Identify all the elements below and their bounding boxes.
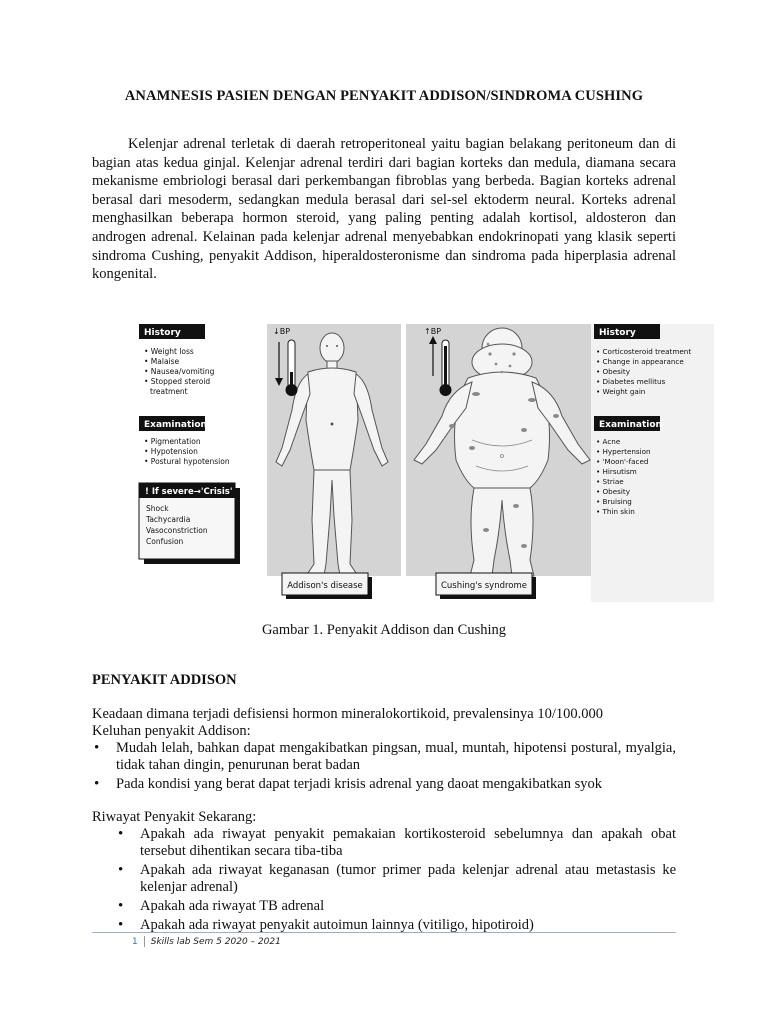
page-number: 1 [132, 937, 138, 947]
footer-rule [92, 932, 676, 933]
right-history-heading: History [599, 328, 636, 338]
cushing-label: Cushing's syndrome [440, 581, 528, 591]
right-exam-heading: Examination [599, 420, 662, 430]
right-history-item: • Weight gain [596, 387, 646, 396]
page-footer [132, 936, 281, 947]
left-history-item: • Stopped steroid [144, 377, 211, 386]
right-exam-item: • Acne [596, 437, 621, 446]
right-exam-item: • Bruising [596, 497, 632, 506]
history-label: Riwayat Penyakit Sekarang: [92, 809, 257, 825]
right-exam-item: • Hirsutism [596, 467, 637, 476]
footer-text: Skills lab Sem 5 2020 – 2021 [150, 937, 281, 947]
left-exam-item: • Postural hypotension [144, 457, 230, 466]
list-item: • Mudah lelah, bahkan dapat mengakibatkan pingsan, mual, muntah, hipotensi postural, myalgia, tidak tahan dingin, penurunan berat badan [92, 740, 676, 774]
list-item: • Pada kondisi yang berat dapat terjadi krisis adrenal yang daoat mengakibatkan syok [92, 776, 676, 793]
right-history-item: • Corticosteroid treatment [596, 347, 692, 356]
right-history-item: • Diabetes mellitus [596, 377, 666, 386]
right-exam-item: • Obesity [596, 487, 630, 496]
figure-caption: Gambar 1. Penyakit Addison dan Cushing [261, 622, 507, 638]
right-exam-item: • Striae [596, 477, 624, 486]
section-heading: PENYAKIT ADDISON [92, 672, 237, 688]
history-list [116, 826, 676, 936]
right-exam-item: • Hypertension [596, 447, 651, 456]
left-history-item: • Nausea/vomiting [144, 367, 215, 376]
list-item: • Apakah ada riwayat penyakit autoimun lainnya (vitiligo, hipotiroid) [116, 917, 676, 934]
crisis-item: Confusion [146, 537, 184, 546]
list-item: • Apakah ada riwayat TB adrenal [116, 898, 676, 915]
left-history-item: • Malaise [144, 357, 180, 366]
crisis-item: Vasoconstriction [146, 526, 208, 535]
left-history-item: • Weight loss [144, 347, 194, 356]
right-exam-item: • 'Moon'-faced [596, 457, 649, 466]
crisis-item: Tachycardia [146, 515, 191, 524]
right-exam-item: • Thin skin [596, 507, 635, 516]
left-history-heading: History [144, 328, 181, 338]
crisis-heading: ! If severe→'Crisis' [145, 487, 233, 497]
left-exam-heading: Examination [144, 420, 207, 430]
left-history-item: treatment [150, 387, 188, 396]
complaints-label: Keluhan penyakit Addison: [92, 723, 251, 739]
left-exam-item: • Hypotension [144, 447, 198, 456]
right-history-item: • Obesity [596, 367, 630, 376]
document-title: ANAMNESIS PASIEN DENGAN PENYAKIT ADDISON/SINDROMA CUSHING [124, 88, 644, 104]
figure-addison-cushing [136, 320, 714, 606]
complaints-list [92, 740, 676, 795]
bp-up-label: ↑BP [424, 327, 442, 336]
bp-down-label: ↓BP [273, 327, 291, 336]
footer-separator [144, 936, 145, 947]
crisis-item: Shock [146, 504, 169, 513]
right-history-item: • Change in appearance [596, 357, 684, 366]
list-item: • Apakah ada riwayat keganasan (tumor primer pada kelenjar adrenal atau metastasis ke kelenjar adrenal) [116, 862, 676, 896]
definition-line: Keadaan dimana terjadi defisiensi hormon mineralokortikoid, prevalensinya 10/100.000 [92, 706, 603, 722]
left-exam-item: • Pigmentation [144, 437, 201, 446]
intro-paragraph: Kelenjar adrenal terletak di daerah retroperitoneal yaitu bagian belakang peritoneum dan di bagian atas kedua ginjal. Kelenjar adrenal terdiri dari bagian korteks dan medula, diamana secara mekanisme embriologi berasal dari perkembangan fibroblas yang berbeda. Bagian korteks adrenal berasal dari mesoderm, sedangkan medula berasal dari sel-sel ektoderm neural. Korteks adrenal menghasilkan beberapa hormon steroid, yang paling penting adalah kortisol, aldosteron dan androgen adrenal. Kelainan pada kelenjar adrenal menyebabkan endokrinopati yang klasik seperti sindroma Cushing, penyakit Addison, hiperaldosteronisme dan sindroma pada hiperplasia adrenal kongenital. [92, 136, 676, 283]
list-item: • Apakah ada riwayat penyakit pemakaian kortikosteroid sebelumnya dan apakah obat tersebut dihentikan secara tiba-tiba [116, 826, 676, 860]
addison-label: Addison's disease [287, 581, 363, 591]
